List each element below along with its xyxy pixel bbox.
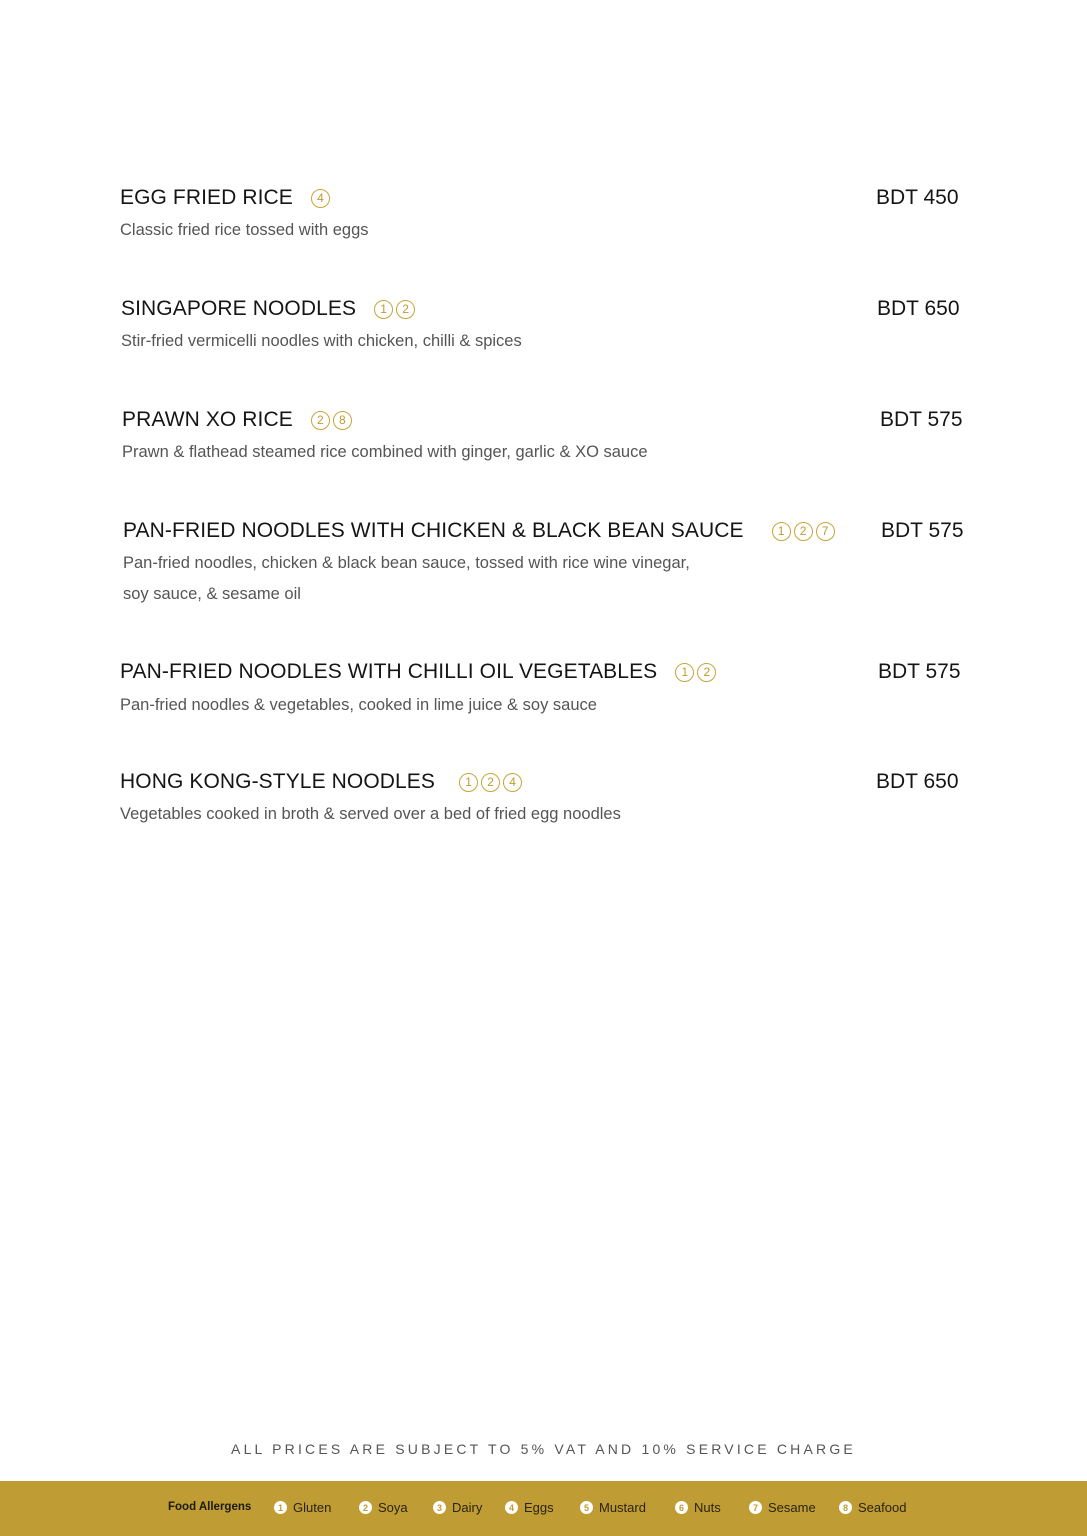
- allergen-badges: [675, 663, 716, 682]
- allergen-number-icon: 7: [749, 1501, 762, 1514]
- allergen-badge-icon: 4: [311, 189, 330, 208]
- allergen-badge-icon: 1: [772, 522, 791, 541]
- allergen-label: Soya: [378, 1500, 408, 1515]
- allergen-badge-icon: 1: [675, 663, 694, 682]
- dish-name: PRAWN XO RICE: [122, 408, 293, 431]
- dish-name: PAN-FRIED NOODLES WITH CHICKEN & BLACK BEAN SAUCE: [123, 519, 744, 542]
- allergen-badge-icon: 1: [459, 773, 478, 792]
- allergen-number-icon: 5: [580, 1501, 593, 1514]
- allergen-badge-icon: 8: [333, 411, 352, 430]
- menu-item-title-row: [120, 770, 522, 794]
- dish-price: BDT 575: [880, 408, 963, 431]
- dish-description: Stir-fried vermicelli noodles with chicken, chilli & spices: [121, 332, 522, 350]
- allergen-badges: [772, 522, 835, 541]
- dish-price: BDT 650: [876, 770, 959, 793]
- dish-price: BDT 575: [878, 660, 961, 683]
- allergen-number-icon: 6: [675, 1501, 688, 1514]
- dish-description: Pan-fried noodles & vegetables, cooked in lime juice & soy sauce: [120, 696, 597, 714]
- dish-name: EGG FRIED RICE: [120, 186, 293, 209]
- allergen-legend-item: [839, 1500, 906, 1515]
- menu-item-title-row: [123, 519, 835, 543]
- allergen-badges: [311, 411, 352, 430]
- allergen-legend-item: [675, 1500, 721, 1515]
- dish-price: BDT 450: [876, 186, 959, 209]
- price-notice: ALL PRICES ARE SUBJECT TO 5% VAT AND 10% SERVICE CHARGE: [231, 1441, 856, 1457]
- menu-item-title-row: [121, 297, 415, 321]
- allergen-badge-icon: 1: [374, 300, 393, 319]
- dish-description: Prawn & flathead steamed rice combined with ginger, garlic & XO sauce: [122, 443, 648, 461]
- allergen-number-icon: 1: [274, 1501, 287, 1514]
- dish-description: Vegetables cooked in broth & served over a bed of fried egg noodles: [120, 805, 621, 823]
- allergen-badge-icon: 2: [481, 773, 500, 792]
- allergen-badges: [311, 189, 330, 208]
- allergen-label: Gluten: [293, 1500, 332, 1515]
- dish-name: SINGAPORE NOODLES: [121, 297, 357, 320]
- allergen-badges: [459, 773, 522, 792]
- dish-description: Classic fried rice tossed with eggs: [120, 221, 369, 239]
- menu-item-title-row: [120, 186, 330, 210]
- menu-item-title-row: [122, 408, 352, 432]
- allergen-badge-icon: 2: [311, 411, 330, 430]
- allergen-badge-icon: 4: [503, 773, 522, 792]
- allergen-number-icon: 8: [839, 1501, 852, 1514]
- allergen-number-icon: 2: [359, 1501, 372, 1514]
- allergen-legend-item: [580, 1500, 646, 1515]
- allergen-label: Nuts: [694, 1500, 721, 1515]
- allergen-number-icon: 3: [433, 1501, 446, 1514]
- dish-price: BDT 575: [881, 519, 964, 542]
- allergen-number-icon: 4: [505, 1501, 518, 1514]
- dish-description: Pan-fried noodles, chicken & black bean sauce, tossed with rice wine vinegar,: [123, 554, 690, 572]
- allergen-badges: [374, 300, 415, 319]
- allergen-legend-item: [505, 1500, 554, 1515]
- allergen-label: Sesame: [768, 1500, 816, 1515]
- allergen-badge-icon: 2: [697, 663, 716, 682]
- allergen-legend-item: [433, 1500, 482, 1515]
- allergen-legend-item: [749, 1500, 816, 1515]
- dish-name: HONG KONG-STYLE NOODLES: [120, 770, 436, 793]
- menu-item-title-row: [120, 660, 716, 684]
- allergen-label: Mustard: [599, 1500, 646, 1515]
- dish-price: BDT 650: [877, 297, 960, 320]
- allergen-footer-title: Food Allergens: [168, 1501, 252, 1513]
- allergen-legend-item: [359, 1500, 408, 1515]
- allergen-label: Seafood: [858, 1500, 907, 1515]
- allergen-badge-icon: 2: [396, 300, 415, 319]
- dish-description: soy sauce, & sesame oil: [123, 585, 301, 603]
- allergen-label: Eggs: [524, 1500, 554, 1515]
- dish-name: PAN-FRIED NOODLES WITH CHILLI OIL VEGETABLES: [120, 660, 658, 683]
- allergen-legend-item: [274, 1500, 331, 1515]
- allergen-label: Dairy: [452, 1500, 483, 1515]
- allergen-footer: [0, 1481, 1087, 1536]
- allergen-badge-icon: 2: [794, 522, 813, 541]
- allergen-badge-icon: 7: [816, 522, 835, 541]
